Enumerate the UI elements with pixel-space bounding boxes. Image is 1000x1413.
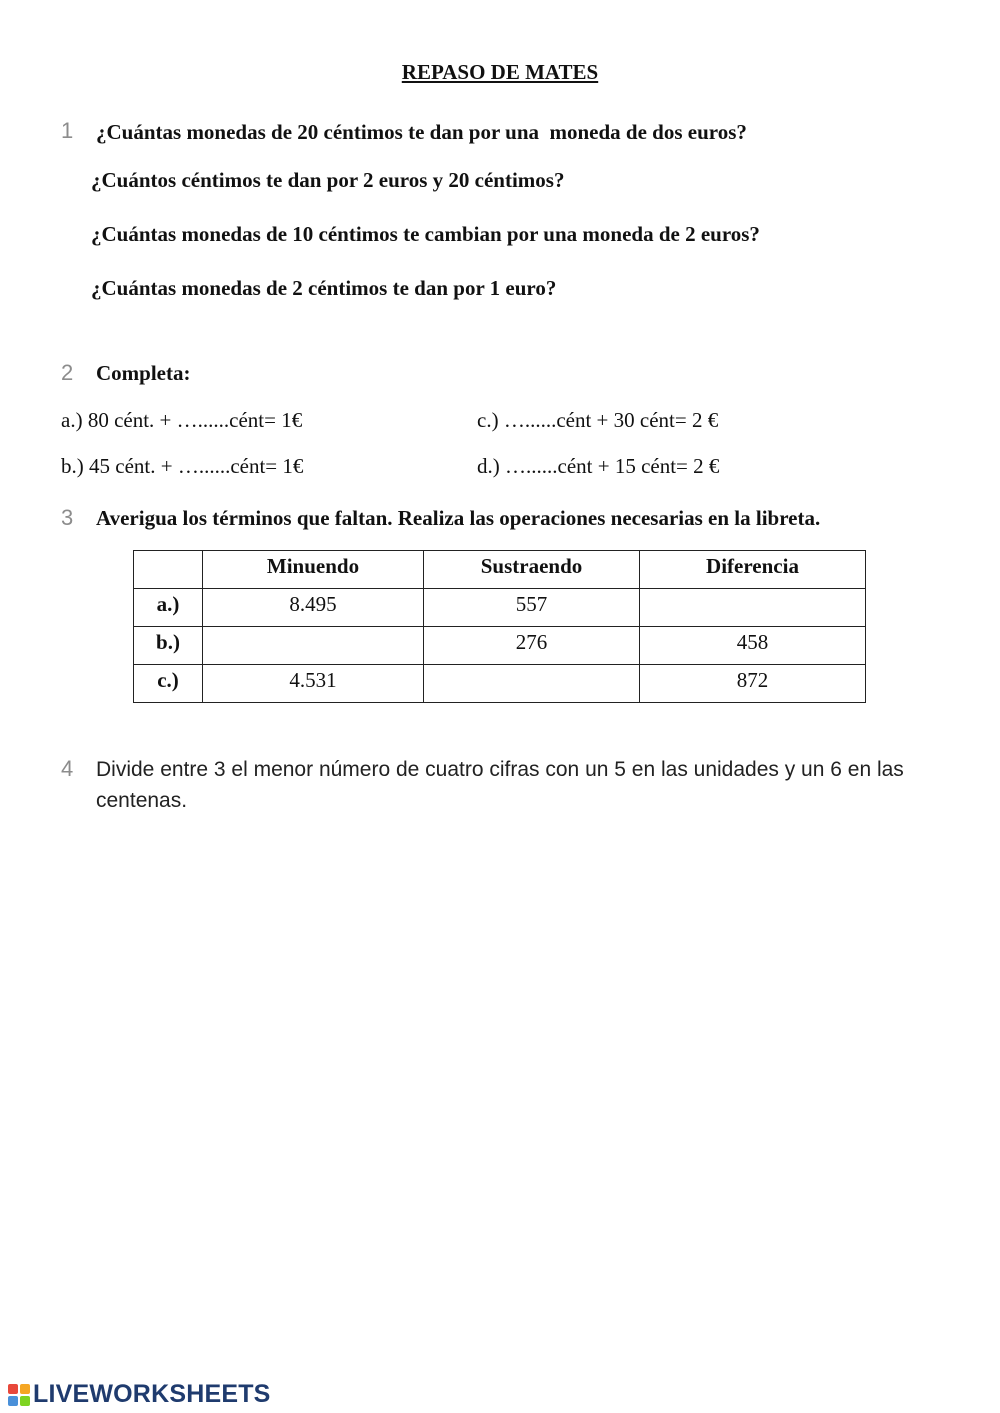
- table-header-minuendo: Minuendo: [203, 551, 424, 589]
- table-header-diferencia: Diferencia: [640, 551, 866, 589]
- table-row: [134, 589, 866, 627]
- liveworksheets-logo: [8, 1380, 271, 1409]
- page-title: REPASO DE MATES: [401, 60, 599, 84]
- question-1d: ¿Cuántas monedas de 2 céntimos te dan por 1 euro?: [91, 276, 557, 300]
- row-label: b.): [134, 627, 203, 665]
- minuendo-cell[interactable]: [203, 627, 424, 665]
- row-label: a.): [134, 589, 203, 627]
- table-row: [134, 627, 866, 665]
- question-1a: ¿Cuántas monedas de 20 céntimos te dan por una moneda de dos euros?: [96, 120, 747, 144]
- table-header-empty: [134, 551, 203, 589]
- section-4-text: Divide entre 3 el menor número de cuatro cifras con un 5 en las unidades y un 6 en las centenas.: [96, 758, 904, 812]
- row-label: c.): [134, 665, 203, 703]
- table-header-sustraendo: Sustraendo: [424, 551, 640, 589]
- diferencia-cell: 872: [640, 665, 866, 703]
- sustraendo-cell: 557: [424, 589, 640, 627]
- exercise-2b: b.) 45 cént. + …......cént= 1€: [61, 454, 304, 478]
- section-2-heading: Completa:: [96, 361, 191, 385]
- diferencia-cell[interactable]: [640, 589, 866, 627]
- diferencia-cell: 458: [640, 627, 866, 665]
- section-4-number: 4: [61, 756, 74, 781]
- exercise-2c: c.) …......cént + 30 cént= 2 €: [477, 408, 719, 432]
- section-3-number: 3: [61, 505, 74, 530]
- section-1-number: 1: [61, 118, 74, 143]
- exercise-2a: a.) 80 cént. + …......cént= 1€: [61, 408, 303, 432]
- question-1c: ¿Cuántas monedas de 10 céntimos te cambian por una moneda de 2 euros?: [91, 222, 760, 246]
- sustraendo-cell[interactable]: [424, 665, 640, 703]
- section-3-heading: Averigua los términos que faltan. Realiza las operaciones necesarias en la libreta.: [96, 506, 821, 530]
- logo-square-green: [20, 1396, 30, 1406]
- section-2-number: 2: [61, 360, 74, 385]
- logo-square-orange: [20, 1384, 30, 1394]
- logo-square-blue: [8, 1396, 18, 1406]
- logo-text: LIVEWORKSHEETS: [33, 1380, 271, 1408]
- table-row: [134, 665, 866, 703]
- question-1b: ¿Cuántos céntimos te dan por 2 euros y 20 céntimos?: [91, 168, 565, 192]
- logo-square-red: [8, 1384, 18, 1394]
- subtraction-table: [133, 550, 866, 703]
- sustraendo-cell: 276: [424, 627, 640, 665]
- table-header-row: [134, 551, 866, 589]
- minuendo-cell: 8.495: [203, 589, 424, 627]
- exercise-2d: d.) …......cént + 15 cént= 2 €: [477, 454, 720, 478]
- liveworksheets-logo-icon: [8, 1384, 30, 1406]
- minuendo-cell: 4.531: [203, 665, 424, 703]
